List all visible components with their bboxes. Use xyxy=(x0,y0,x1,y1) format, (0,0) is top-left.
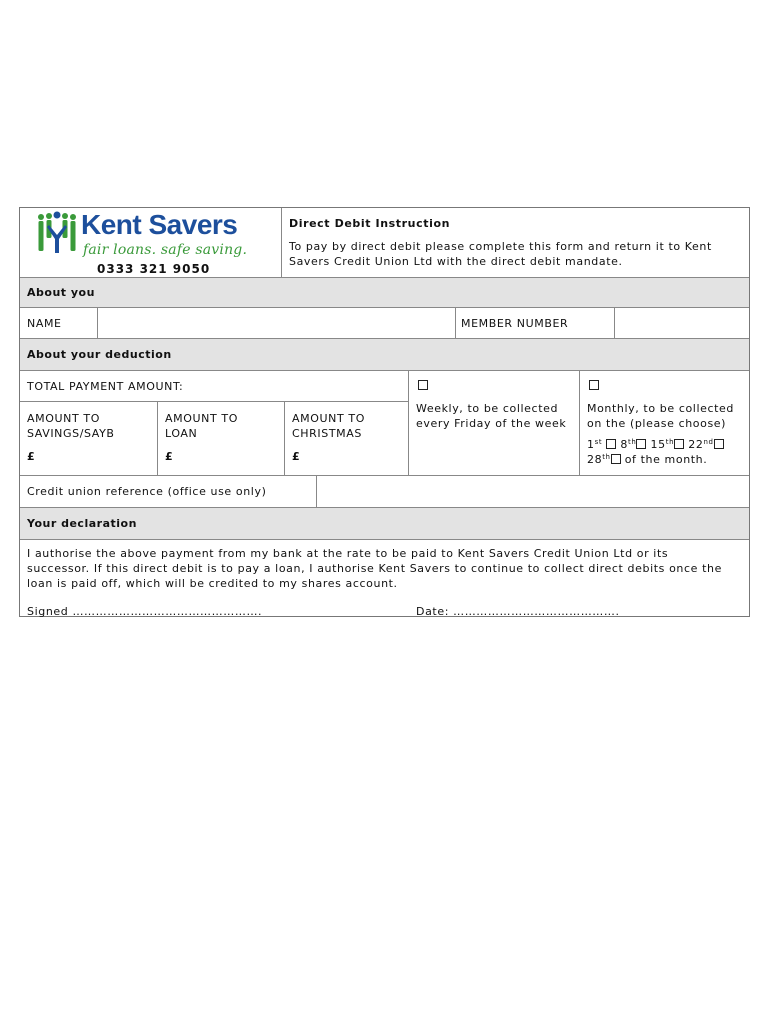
intro-line-2: Savers Credit Union Ltd with the direct debit mandate. xyxy=(289,255,623,268)
declaration-line-1: I authorise the above payment from my bank at the rate to be paid to Kent Savers Credit Union Ltd or its xyxy=(27,547,669,560)
credit-union-reference-field[interactable] xyxy=(317,476,749,507)
amount-loan-currency: £ xyxy=(165,450,174,463)
credit-union-reference-label: Credit union reference (office use only) xyxy=(27,485,267,498)
day-1-label: 1st xyxy=(587,438,603,451)
day-8-checkbox[interactable] xyxy=(636,439,646,449)
member-number-label: MEMBER NUMBER xyxy=(461,317,569,330)
brand-tagline: fair loans. safe saving. xyxy=(83,242,248,258)
declaration-line-2: successor. If this direct debit is to pay a loan, I authorise Kent Savers to continue to collect direct debits once the xyxy=(27,562,722,575)
day-22-checkbox[interactable] xyxy=(714,439,724,449)
total-payment-field[interactable] xyxy=(180,371,408,401)
day-8-label: 8th xyxy=(620,438,637,451)
weekly-checkbox[interactable] xyxy=(418,380,428,390)
monthly-checkbox[interactable] xyxy=(589,380,599,390)
deduction-heading-band xyxy=(20,339,749,370)
monthly-label-1: Monthly, to be collected xyxy=(587,402,734,415)
declaration-line-3: loan is paid off, which will be credited to my shares account. xyxy=(27,577,398,590)
amount-savings-currency: £ xyxy=(27,450,36,463)
monthly-label-2: on the (please choose) xyxy=(587,417,727,430)
amount-christmas-currency: £ xyxy=(292,450,301,463)
day-28-label: 28th xyxy=(587,453,611,466)
declaration-heading-band xyxy=(20,508,749,539)
member-number-field[interactable] xyxy=(615,308,749,338)
about-you-heading-band xyxy=(20,278,749,307)
form-title: Direct Debit Instruction xyxy=(289,217,451,230)
day-1-checkbox[interactable] xyxy=(606,439,616,449)
day-15-checkbox[interactable] xyxy=(674,439,684,449)
date-field[interactable]: Date: ……………………………………. xyxy=(416,605,620,618)
monthly-day-options-row-1 xyxy=(587,437,724,452)
month-suffix: of the month. xyxy=(624,453,708,466)
phone-number: 0333 321 9050 xyxy=(97,262,211,276)
kent-savers-logo xyxy=(35,211,275,269)
total-payment-label: TOTAL PAYMENT AMOUNT: xyxy=(27,380,184,393)
amount-savings-label-1: AMOUNT TO xyxy=(27,412,100,425)
amount-savings-field[interactable] xyxy=(38,446,156,471)
weekly-label-2: every Friday of the week xyxy=(416,417,567,430)
intro-line-1: To pay by direct debit please complete this form and return it to Kent xyxy=(289,240,712,253)
weekly-label-1: Weekly, to be collected xyxy=(416,402,559,415)
amount-christmas-field[interactable] xyxy=(303,446,407,471)
deduction-heading: About your deduction xyxy=(27,348,172,361)
declaration-heading: Your declaration xyxy=(27,517,137,530)
day-22-label: 22nd xyxy=(688,438,714,451)
amount-savings-label-2: SAVINGS/SAYB xyxy=(27,427,115,440)
about-you-heading: About you xyxy=(27,286,95,299)
amount-loan-label-1: AMOUNT TO xyxy=(165,412,238,425)
amount-loan-field[interactable] xyxy=(176,446,284,471)
people-group-icon xyxy=(35,211,79,255)
brand-name: Kent Savers xyxy=(81,209,238,240)
amount-loan-label-2: LOAN xyxy=(165,427,198,440)
signature-field[interactable]: Signed …………………………………………. xyxy=(27,605,263,618)
day-28-checkbox[interactable] xyxy=(611,454,621,464)
day-15-label: 15th xyxy=(650,438,675,451)
direct-debit-form xyxy=(19,207,750,617)
amount-christmas-label-1: AMOUNT TO xyxy=(292,412,365,425)
monthly-day-options-row-2 xyxy=(587,452,707,467)
name-field[interactable] xyxy=(98,308,454,338)
amount-christmas-label-2: CHRISTMAS xyxy=(292,427,362,440)
name-label: NAME xyxy=(27,317,62,330)
